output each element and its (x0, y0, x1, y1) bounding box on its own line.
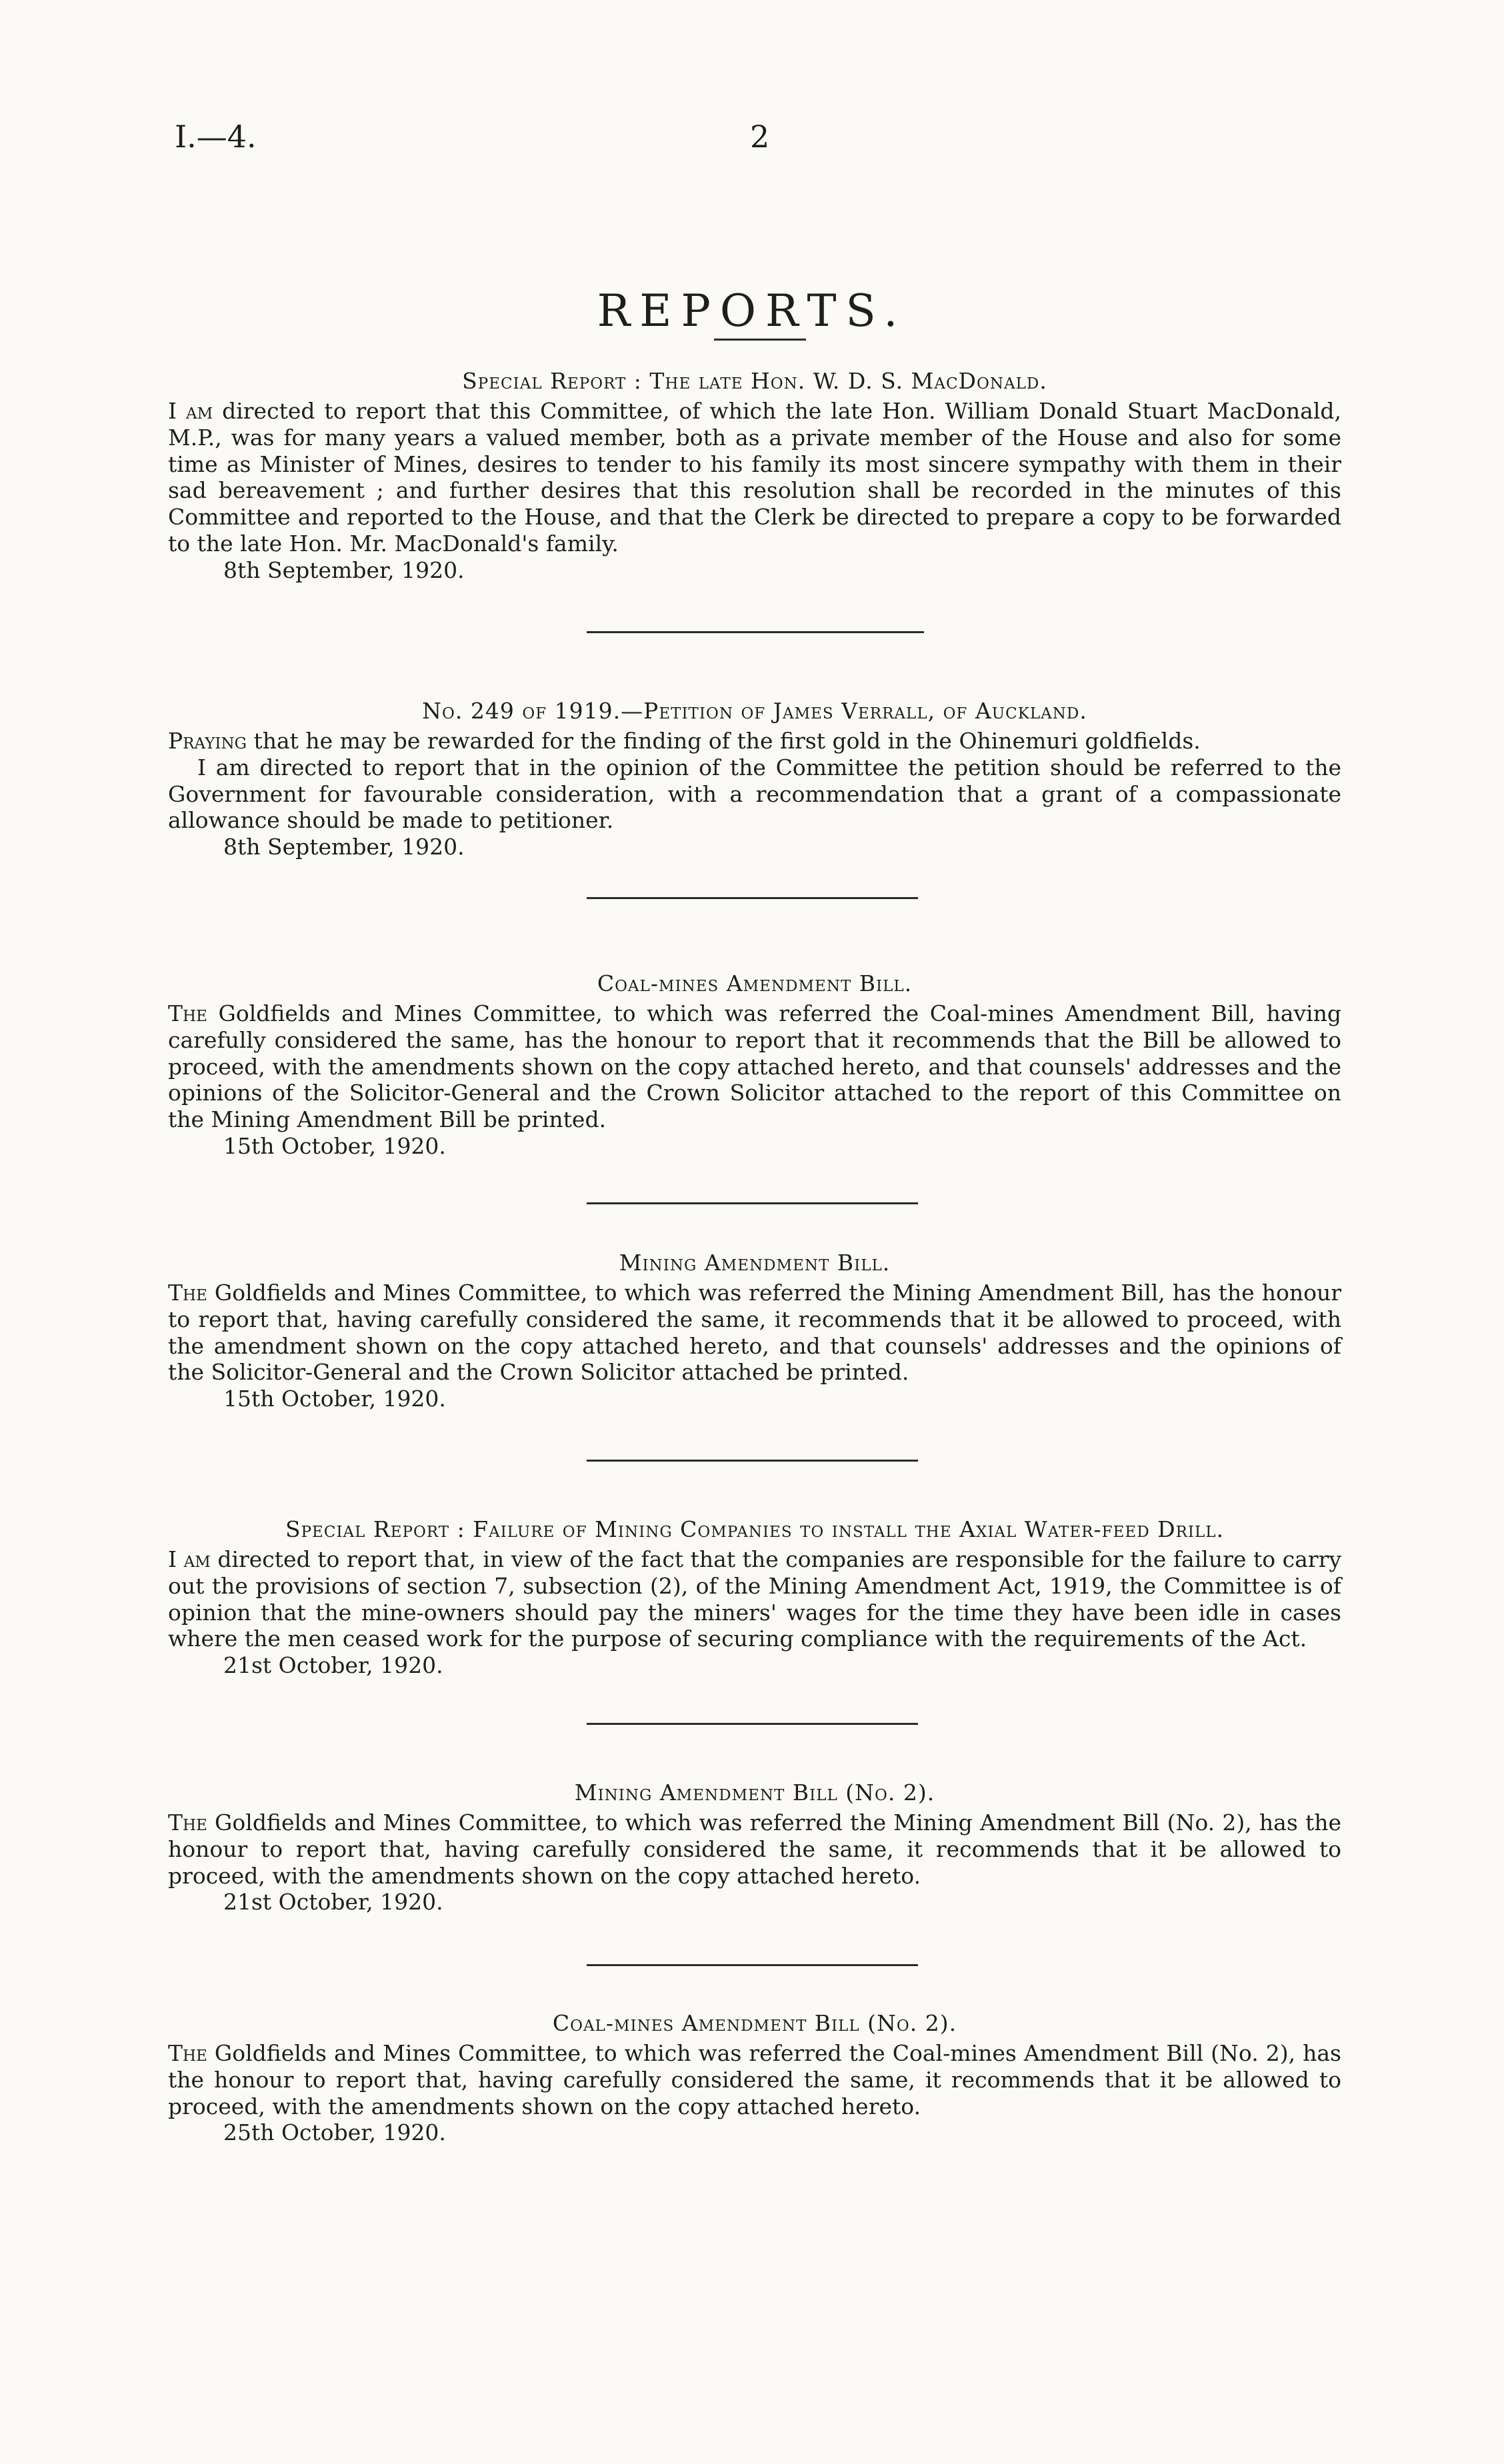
section-body-2 (168, 754, 1341, 834)
section-rule (587, 897, 918, 899)
section-date: 15th October, 1920. (223, 1132, 446, 1159)
section-body (168, 1000, 1341, 1133)
section-body (168, 2040, 1341, 2119)
section-body (168, 1546, 1341, 1652)
mining-amendment-bill (168, 1250, 1341, 1412)
section-lead: The (168, 2040, 207, 2066)
section-text: directed to report that, in view of the fact that the companies are responsible for the failure to carry out the provisions of section 7, subsection (2), of the Mining Amendment Act, 1919, the Committee is of opinion that the mine-owners should pay the miners' wages for the time they have been idle in cases where the men ceased work for the purpose of securing compliance with the requirements of the Act. (168, 1546, 1341, 1652)
section-text: directed to report that this Committee, of which the late Hon. William Donald Stuart MacDonald, M.P., was for many years a valued member, both as a private member of the House and also for some time as Minister of Mines, desires to tender to his family its most sincere sympathy with them in their sad bereavement ; and further desires that this resolution shall be recorded in the minutes of this Committee and reported to the House, and that the Clerk be directed to prepare a copy to be forwarded to the late Hon. Mr. MacDonald's family. (168, 398, 1341, 557)
section-heading: Coal-mines Amendment Bill. (597, 970, 913, 996)
section-rule (587, 1202, 918, 1204)
section-body (168, 728, 1341, 754)
report-macdonald (168, 368, 1341, 583)
page-number: 2 (750, 119, 770, 155)
section-lead: I am (168, 1546, 211, 1572)
section-text: Goldfields and Mines Committee, to which was referred the Coal-mines Amendment Bill, having carefully considered the same, has the honour to report that it recommends that the Bill be allowed to proceed, with the amendments shown on the copy attached hereto, and that counsels' addresses and the opinions of the Solicitor-General and the Crown Solicitor attached to the report of this Committee on the Mining Amendment Bill be printed. (168, 1000, 1341, 1133)
section-date: 15th October, 1920. (223, 1386, 446, 1412)
coal-mines-amendment-bill-no2 (168, 2010, 1341, 2145)
section-lead: Praying (168, 728, 247, 754)
section-body (168, 1280, 1341, 1386)
section-heading: Special Report : Failure of Mining Companies to install the Axial Water-feed Drill. (285, 1516, 1225, 1542)
section-date: 8th September, 1920. (223, 557, 465, 583)
section-date: 25th October, 1920. (223, 2119, 446, 2146)
section-date: 21st October, 1920. (223, 1889, 443, 1915)
coal-mines-amendment-bill (168, 970, 1341, 1159)
document-reference: I.—4. (175, 119, 257, 155)
petition-verrall (168, 698, 1341, 860)
section-lead: The (168, 1280, 207, 1306)
section-text-2: I am directed to report that in the opinion of the Committee the petition should be referred to the Government for favourable consideration, with a recommendation that a grant of a compassionate allowance should be made to petitioner. (168, 754, 1341, 834)
section-heading: Special Report : The late Hon. W. D. S. MacDonald. (462, 368, 1047, 394)
section-heading: Coal-mines Amendment Bill (No. 2). (552, 2010, 957, 2036)
section-body (168, 398, 1341, 557)
mining-amendment-bill-no2 (168, 1780, 1341, 1915)
section-lead: The (168, 1000, 207, 1026)
section-body (168, 1810, 1341, 1889)
section-text: Goldfields and Mines Committee, to which was referred the Mining Amendment Bill, has the honour to report that, having carefully considered the same, it recommends that it be allowed to proceed, with the amendment shown on the copy attached hereto, and that counsels' addresses and the opinions of the Solicitor-General and the Crown Solicitor attached be printed. (168, 1280, 1341, 1386)
section-date: 21st October, 1920. (223, 1652, 443, 1679)
section-date: 8th September, 1920. (223, 834, 465, 860)
title-rule (714, 339, 806, 341)
section-heading: No. 249 of 1919.—Petition of James Verrall, of Auckland. (422, 698, 1087, 724)
section-heading: Mining Amendment Bill. (619, 1250, 891, 1276)
section-lead: The (168, 1810, 207, 1836)
section-text: Goldfields and Mines Committee, to which was referred the Mining Amendment Bill (No. 2), has the honour to report that, having carefully considered the same, it recommends that it be allowed to proceed, with the amendments shown on the copy attached hereto. (168, 1810, 1341, 1889)
section-rule (587, 1460, 918, 1462)
section-rule (587, 1723, 918, 1725)
section-heading: Mining Amendment Bill (No. 2). (574, 1780, 935, 1806)
page-title: REPORTS. (597, 285, 907, 337)
section-text: Goldfields and Mines Committee, to which was referred the Coal-mines Amendment Bill (No. 2), has the honour to report that, having carefully considered the same, it recommends that it be allowed to proceed, with the amendments shown on the copy attached hereto. (168, 2040, 1341, 2119)
section-lead: I am (168, 398, 213, 424)
section-rule (587, 1964, 918, 1966)
section-rule (587, 631, 924, 633)
section-text: that he may be rewarded for the finding of the first gold in the Ohinemuri goldfields. (246, 728, 1201, 754)
special-report-axial-drill (168, 1516, 1341, 1678)
